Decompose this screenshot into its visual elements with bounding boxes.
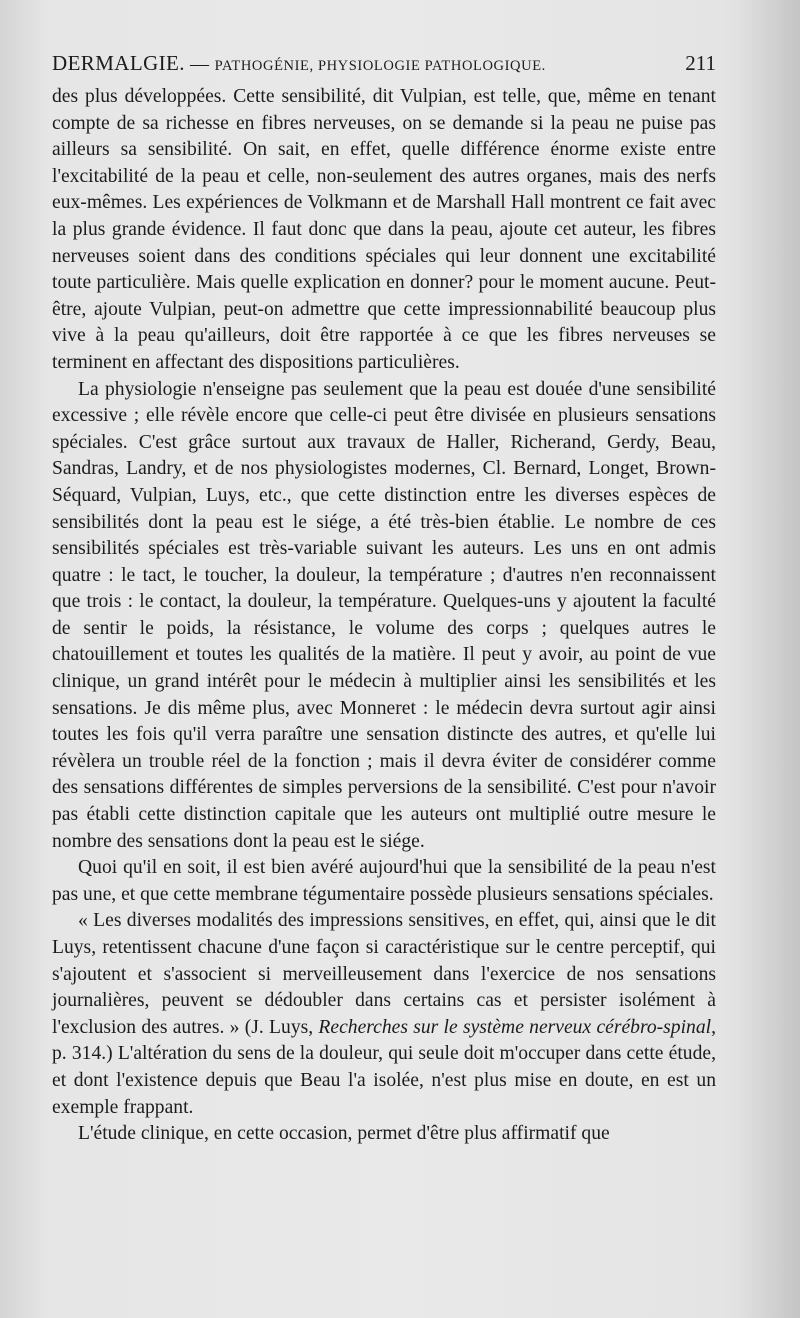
page-number: 211 xyxy=(685,51,716,75)
chapter-title: DERMALGIE. xyxy=(52,51,185,75)
running-head xyxy=(52,46,716,80)
paragraph-continued: des plus développées. Cette sensibilité, dit Vulpian, est telle, que, même en tenant compte de sa richesse en fibres nerveuses, on se demande si la peau ne puise pas ailleurs sa sensibilité. On sait, en effet, quelle différence énorme existe entre l'excitabilité de la peau et celle, non-seulement des autres organes, mais des nerfs eux-mêmes. Les expériences de Volkmann et de Marshall Hall montrent ce fait avec la plus grande évidence. Il faut donc que dans la peau, ajoute cet auteur, les fibres nerveuses soient dans des conditions spéciales qui leur donnent une excitabilité toute particulière. Mais quelle explication en donner? pour le moment aucune. Peut-être, ajoute Vulpian, peut-on admettre que cette impressionnabilité beaucoup plus vive à la peau qu'ailleurs, doit être rapportée à ce que les fibres nerveuses se terminent en affectant des dispositions particulières. xyxy=(52,86,716,373)
quotation-text-after: , p. 314.) L'altération du sens de la douleur, qui seule doit m'occuper dans cette étude, et dont l'existence depuis que Beau l'a isolée, n'est plus mise en doute, en est un exemple frappant. xyxy=(52,1016,716,1118)
quotation-text: « Les diverses modalités des impressions sensitives, en effet, qui, ainsi que le dit Luys, retentissent chacune d'une façon si caractéristique sur le centre perceptif, qui s'ajoutent et s'associent si merveilleusement dans l'exercice de nos sensations journalières, peuvent se dédoubler dans certains cas et persister isolément à l'exclusion des autres. » (J. Luys, xyxy=(52,910,716,1038)
paragraph: Quoi qu'il en soit, il est bien avéré aujourd'hui que la sensibilité de la peau n'est pas une, et que cette membrane tégumentaire possède plusieurs sensations spéciales. xyxy=(52,857,716,905)
section-title: PATHOGÉNIE, PHYSIOLOGIE PATHOLOGIQUE. xyxy=(214,58,546,74)
citation-title: Recherches sur le système nerveux cérébro-spinal xyxy=(318,1016,712,1038)
title-separator: — xyxy=(184,54,215,75)
paragraph: La physiologie n'enseigne pas seulement que la peau est douée d'une sensibilité excessive ; elle révèle encore que celle-ci peut être divisée en plusieurs sensations spéciales. C'est grâce surtout aux travaux de Haller, Richerand, Gerdy, Beau, Sandras, Landry, et de nos physiologistes modernes, Cl. Bernard, Longet, Brown-Séquard, Vulpian, Luys, etc., que cette distinction entre les diverses espèces de sensibilités dont la peau est le siége, a été très-bien établie. Le nombre de ces sensibilités spéciales est très-variable suivant les auteurs. Les uns en ont admis quatre : le tact, le toucher, la douleur, la température ; d'autres n'en reconnaissent que trois : le contact, la douleur, la température. Quelques-uns y ajoutent la faculté de sentir le poids, la résistance, le volume des corps ; quelques autres le chatouillement et toutes les qualités de la matière. Il peut y avoir, au point de vue clinique, un grand intérêt pour le médecin à multiplier ainsi les sensibilités et les sensations. Je dis même plus, avec Monneret : le médecin devra surtout agir ainsi toutes les fois qu'il verra paraître une sensation distincte des autres, et qu'elle lui révèlera un trouble réel de la fonction ; mais il devra éviter de considérer comme des sensations différentes de simples perversions de la sensibilité. C'est pour n'avoir pas établi cette distinction capitale que les auteurs ont multiplié outre mesure le nombre des sensations dont la peau est le siége. xyxy=(52,378,716,852)
paragraph: L'étude clinique, en cette occasion, permet d'être plus affirmatif que xyxy=(78,1123,610,1145)
paragraph-quotation xyxy=(52,908,716,1121)
body-text xyxy=(52,84,716,1148)
page-edge-shadow xyxy=(720,0,800,1318)
running-head-title xyxy=(52,46,546,83)
